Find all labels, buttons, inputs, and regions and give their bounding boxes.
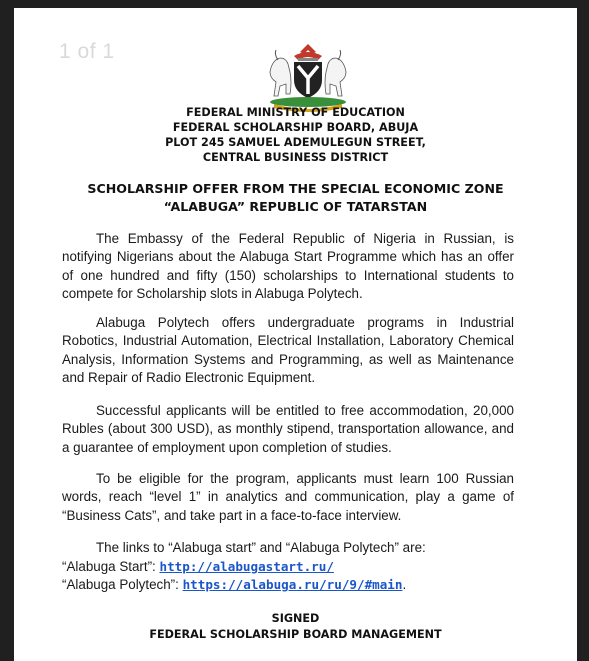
nigeria-coat-of-arms-icon: [260, 42, 356, 112]
title-line: “ALABUGA” REPUBLIC OF TATARSTAN: [163, 199, 428, 214]
letterhead: [14, 105, 577, 165]
links-intro: The links to “Alabuga start” and “Alabuga Polytech” are:: [96, 540, 426, 555]
letterhead-line: PLOT 245 SAMUEL ADEMULEGUN STREET,: [165, 136, 426, 149]
page-indicator: 1 of 1: [59, 40, 115, 63]
paragraph-benefits: Successful applicants will be entitled to free accommodation, 20,000 Rubles (about 300 USD), as monthly stipend, transportation allowance, and a guarantee of employment upon completion of studies.: [62, 403, 514, 455]
letterhead-line: FEDERAL MINISTRY OF EDUCATION: [186, 106, 405, 119]
paragraph-eligibility: To be eligible for the program, applicants must learn 100 Russian words, reach “level 1” in analytics and communication, play a game of “Business Cats”, and take part in a face-to-face interview.: [62, 471, 514, 523]
link-line-polytech: “Alabuga Polytech”: https://alabuga.ru/ru/9/#main.: [62, 577, 407, 592]
document-title: [14, 180, 577, 216]
right-horse-icon: [325, 50, 346, 96]
signature-block: [14, 611, 577, 643]
letterhead-line: CENTRAL BUSINESS DISTRICT: [202, 151, 389, 164]
paragraph-programs: Alabuga Polytech offers undergraduate programs in Industrial Robotics, Industrial Automation, Electrical Installation, Laboratory Chemical Analysis, Information Systems and Programming, as well as Maintenance and Repair of Radio Electronic Equipment.: [62, 315, 514, 386]
link-line-start: [62, 558, 514, 576]
signatory-org: FEDERAL SCHOLARSHIP BOARD MANAGEMENT: [149, 628, 442, 641]
link-label: “Alabuga Start”:: [62, 559, 160, 574]
letterhead-line: FEDERAL SCHOLARSHIP BOARD, ABUJA: [172, 121, 419, 134]
signed-label: SIGNED: [271, 612, 320, 625]
title-line: SCHOLARSHIP OFFER FROM THE SPECIAL ECONOMIC ZONE: [87, 181, 504, 196]
document-page: [14, 8, 577, 661]
shield-icon: [294, 62, 322, 98]
link-label: “Alabuga Polytech”:: [62, 577, 183, 592]
paragraph-intro: The Embassy of the Federal Republic of Nigeria in Russian, is notifying Nigerians about the Alabuga Start Programme which has an offer of one hundred and fifty (150) scholarships to International students to compete for Scholarship slots in Alabuga Polytech.: [62, 231, 514, 302]
alabuga-polytech-link[interactable]: https://alabuga.ru/ru/9/#main: [182, 577, 403, 592]
eagle-icon: [294, 44, 322, 61]
left-horse-icon: [270, 50, 291, 96]
alabuga-start-link[interactable]: http://alabugastart.ru/: [159, 559, 334, 574]
